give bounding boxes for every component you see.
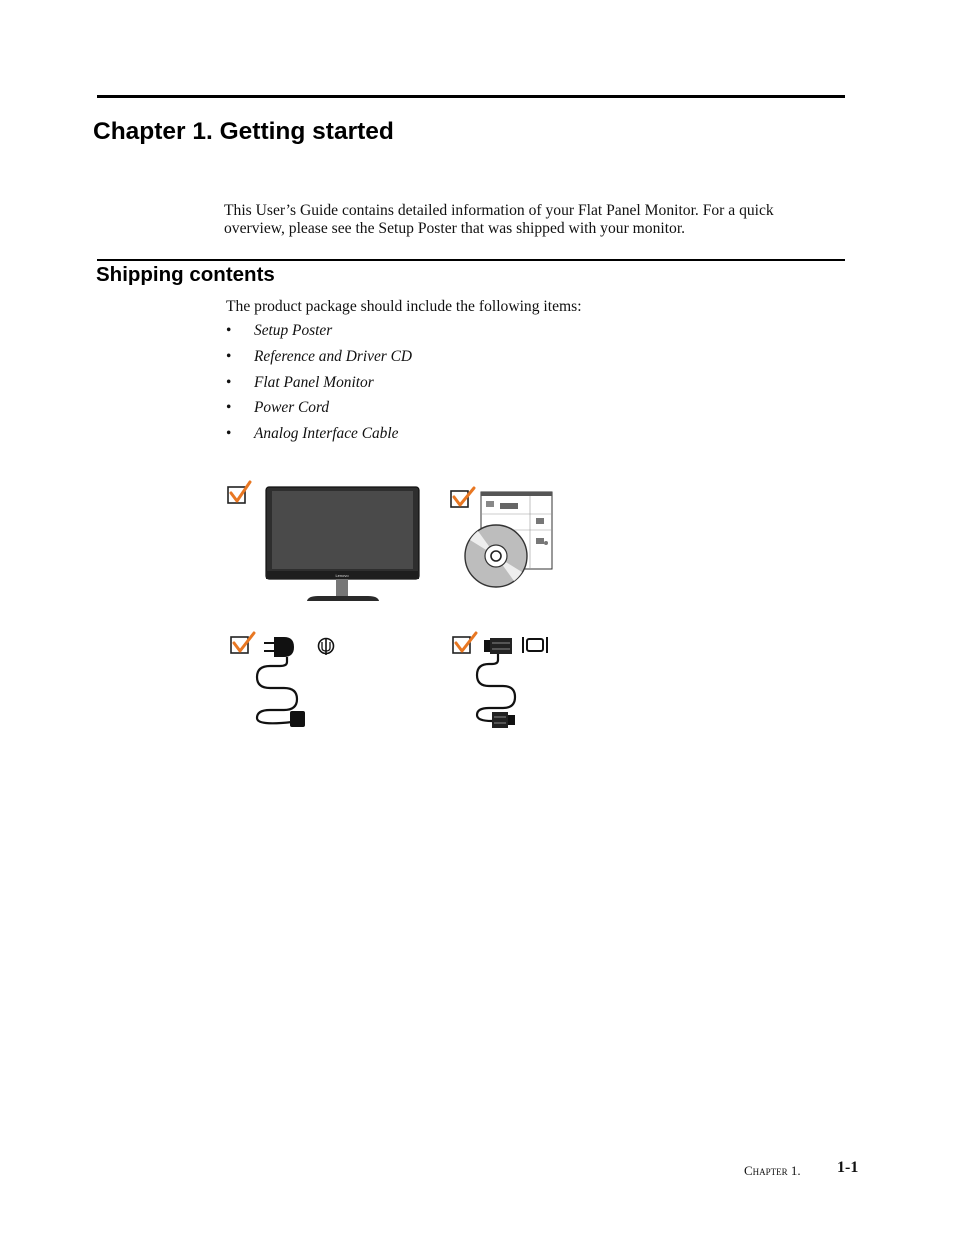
bullet: • bbox=[226, 425, 232, 443]
checkbox-poster-icon bbox=[451, 488, 474, 507]
driver-cd-icon bbox=[465, 525, 527, 587]
chapter-title: Chapter 1. Getting started bbox=[93, 118, 394, 145]
section-lead: The product package should include the following items: bbox=[226, 298, 582, 315]
checkbox-monitor-icon bbox=[228, 482, 250, 503]
monitor-brand: Lenovo bbox=[335, 573, 349, 578]
item-driver-cd: Reference and Driver CD bbox=[254, 347, 412, 365]
power-cord-icon bbox=[257, 637, 334, 727]
intro-paragraph: This User’s Guide contains detailed information of your Flat Panel Monitor. For a quick overview, please see the Setup Poster that was shipped with your monitor. bbox=[224, 202, 774, 237]
checkbox-power-cord-icon bbox=[231, 633, 254, 653]
analog-cable-icon bbox=[477, 637, 547, 728]
footer-chapter: Chapter 1. bbox=[744, 1163, 801, 1178]
bullet: • bbox=[226, 322, 232, 339]
section-title: Shipping contents bbox=[96, 263, 275, 286]
item-monitor: Flat Panel Monitor bbox=[254, 373, 374, 391]
bullet: • bbox=[226, 399, 232, 417]
monitor-icon bbox=[266, 487, 419, 601]
item-power-cord: Power Cord bbox=[254, 399, 330, 417]
bullet: • bbox=[226, 373, 232, 391]
item-setup-poster: Setup Poster bbox=[254, 322, 333, 339]
page-number: 1-1 bbox=[837, 1159, 859, 1176]
checkbox-analog-cable-icon bbox=[453, 633, 476, 653]
item-analog-cable: Analog Interface Cable bbox=[254, 425, 399, 443]
bullet: • bbox=[226, 347, 232, 365]
